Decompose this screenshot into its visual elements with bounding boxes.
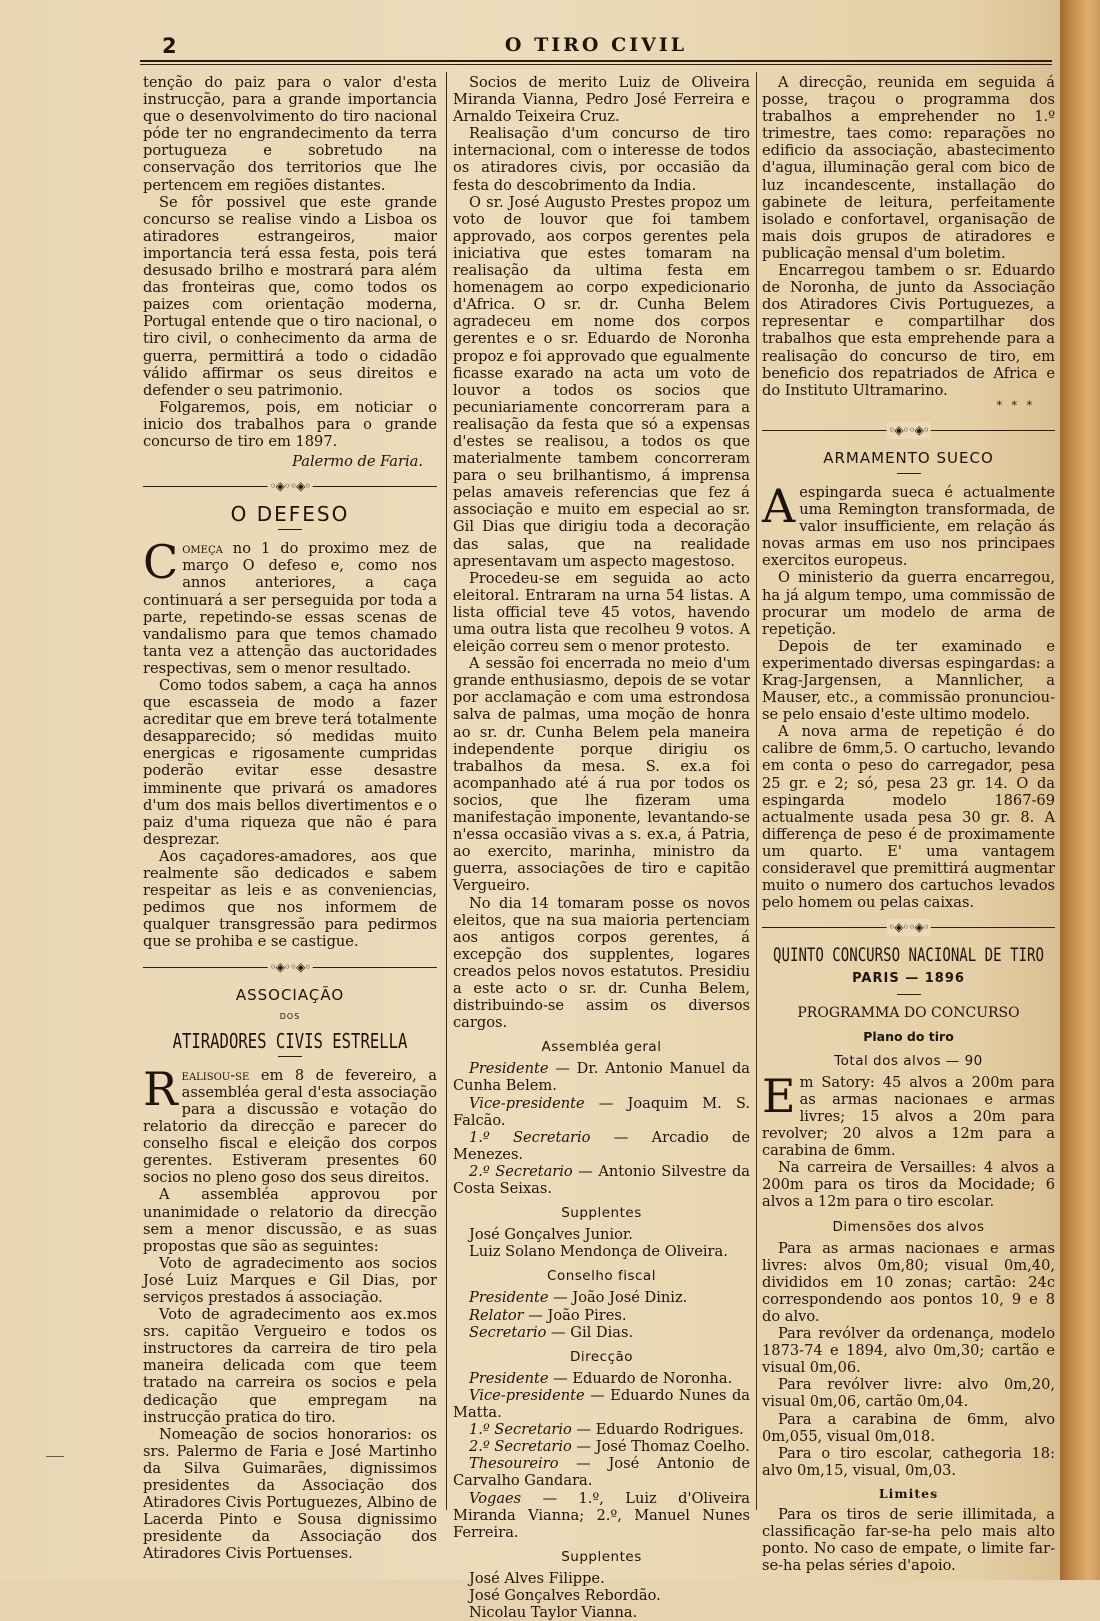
article-paragraph: A sessão foi encerrada no meio d'um grande enthusiasmo, depois de se votar por acclamação e com uma estrondosa salva de palmas, uma moção de honra ao sr. dr. Cunha Belem pela maneira independente porque dirigiu os trabalhos da mesa. S. ex.a foi acompanhado até á rua por todos os socios, que lhe fizeram uma manifestação imponente, levantando-se n'essa occasião vivas a s. ex.a, á Patria, ao exercito, marinha, ministro da guerra, associações de tiro e capitão Vergueiro.	[453, 655, 750, 895]
paragraph-text: espingarda sueca é actualmente uma Remington transformada, de valor insufficiente, em relação ás novas armas em uso nos principaes exercitos europeus.	[762, 483, 1055, 570]
article-paragraph: No dia 14 tomaram posse os novos eleitos, que na sua maioria pertenciam aos antigos corpos gerentes, á excepção dos supplentes, logares creados pelos novos estatutos. Presidiu a este acto o sr. dr. Cunha Belem, distribuindo-se assim os diversos cargos.	[453, 894, 750, 1032]
section-title-atiradores: ATIRADORES CIVIS ESTRELLA	[172, 1028, 408, 1053]
list-heading-conselho: Conselho fiscal	[547, 1268, 656, 1285]
list-heading-supplentes: Supplentes	[561, 1205, 642, 1222]
column-divider-1	[446, 72, 447, 1510]
article-paragraph: Para a carabina de 6mm, alvo 0m,055, visual 0m,018.	[762, 1410, 1055, 1445]
article-paragraph: Para o tiro escolar, cathegoria 18: alvo 0m,15, visual, 0m,03.	[762, 1444, 1055, 1479]
header-rule-thin	[140, 64, 1052, 65]
list-item: Vice-presidente — Eduardo Nunes da Matta.	[453, 1386, 750, 1422]
column-2	[453, 74, 750, 1621]
article-paragraph: Depois de ter examinado e experimentado diversas espingardas: a Krag-Jargensen, a Mannlicher, a Mauser, etc., a commissão pronunciou-se pelo ensaio d'este ultimo modelo.	[762, 637, 1055, 724]
masthead-title: O TIRO CIVIL	[504, 34, 688, 56]
article-paragraph: O sr. José Augusto Prestes propoz um voto de louvor que foi tambem approvado, aos corpos gerentes pela iniciativa que estes tomaram na realisação da ultima festa em homenagem ao corpo expedicionario d'Africa. O sr. dr. Cunha Belem agradeceu em nome dos corpos gerentes e o sr. Eduardo de Noronha propoz e foi approvado que egualmente ficasse exarado na acta um voto de louvor a todos os socios que pecuniariamente concorreram para a realisação da festa que só a expensas d'estes se realisou, a todos os que materialmente tambem concorreram para o seu brilhantismo, á imprensa pelas amaveis referencias que fez á associação e muito em especial ao sr. Gil Dias que dirigiu toda a decoração das salas, que na realidade apresentavam um aspecto magestoso.	[453, 193, 750, 570]
article-paragraph: Socios de merito Luiz de Oliveira Miranda Vianna, Pedro José Ferreira e Arnaldo Teixeira Cruz.	[453, 74, 750, 126]
article-paragraph: Voto de agradecimento aos socios José Luiz Marques e Gil Dias, por serviços prestados á associação.	[143, 1254, 437, 1306]
list-item: Relator — João Pires.	[469, 1306, 627, 1324]
title-dash	[278, 529, 302, 530]
list-item: José Alves Filippe.	[469, 1569, 605, 1587]
list-heading-supplentes-2: Supplentes	[561, 1548, 642, 1565]
column-divider-2	[756, 72, 757, 1510]
lead-word: ealisou-se	[181, 1066, 250, 1084]
article-paragraph	[143, 1061, 437, 1187]
article-paragraph	[143, 535, 437, 677]
asterism: * * *	[996, 398, 1035, 412]
article-paragraph: Como todos sabem, a caça ha annos que escasseia de modo a fazer acreditar que em breve terá totalmente desapparecido; só medidas muito energicas e rigosamente cumpridas poderão evitar esse desastre imminente que privará os amadores d'um dos mais bellos divertimentos e o paiz d'uma riqueza que não é para desprezar.	[143, 677, 437, 848]
ornamental-divider: ◦◈◦◦◈◦	[143, 476, 437, 498]
list-item: Thesoureiro — José Antonio de Carvalho Gandara.	[453, 1455, 750, 1490]
limites-heading: Limites	[878, 1485, 939, 1501]
section-title-quinto-concurso: QUINTO CONCURSO NACIONAL DE TIRO	[773, 944, 1044, 967]
list-item: José Gonçalves Rebordão.	[469, 1586, 661, 1604]
section-title-armamento: ARMAMENTO SUECO	[823, 448, 994, 467]
column-3	[762, 74, 1055, 1574]
article-paragraph: Procedeu-se em seguida ao acto eleitoral. Entraram na urna 54 listas. A lista official teve 45 votos, havendo uma outra lista que recolheu 9 votos. A eleição correu sem o menor protesto.	[453, 569, 750, 656]
article-paragraph: A nova arma de repetição é do calibre de 6mm,5. O cartucho, levando em conta o peso do carregador, pesa 25 gr. e 2; só, pesa 23 gr. 14. O da espingarda modelo 1867-69 actualmente usada pesa 30 gr. 8. A differença de peso é de proximamente um quarto. E' uma vantagem consideravel que premittirá augmentar muito o numero dos cartuchos levados pelo homem ou pelas caixas.	[762, 723, 1055, 912]
article-paragraph: Para revólver livre: alvo 0m,20, visual 0m,06, cartão 0m,04.	[762, 1376, 1055, 1411]
section-title-defeso: O DEFESO	[230, 502, 350, 527]
article-paragraph: Na carreira de Versailles: 4 alvos a 200m para os tiros da Mocidade; 6 alvos a 12m para o tiro escolar.	[762, 1159, 1055, 1211]
article-paragraph: O ministerio da guerra encarregou, ha já algum tempo, uma commissão de procurar um modelo de arma de repetição.	[762, 569, 1055, 638]
title-dash	[897, 994, 921, 995]
article-paragraph: Encarregou tambem o sr. Eduardo de Noronha, de junto da Associação dos Atiradores Civis Portuguezes, a representar e compartilhar dos trabalhos que esta emprehende para a realisação do concurso de tiro, em beneficio dos repatriados de Africa e do Instituto Ultramarino.	[762, 262, 1055, 399]
list-item: 2.º Secretario — Antonio Silvestre da Costa Seixas.	[453, 1162, 750, 1197]
list-item: Presidente — João José Diniz.	[469, 1289, 688, 1307]
section-title-associacao: ASSOCIAÇÃO	[235, 985, 345, 1004]
margin-mark	[46, 1456, 64, 1457]
article-paragraph: Para as armas nacionaes e armas livres: alvos 0m,80; visual 0m,40, divididos em 10 zonas; cartão: 24c correspondendo aos pontos 10, 9 e 8 do alvo.	[762, 1239, 1055, 1325]
list-item: Luiz Solano Mendonça de Oliveira.	[469, 1243, 728, 1261]
article-paragraph: Folgaremos, pois, em noticiar o inicio dos trabalhos para o grande concurso de tiro em 1897.	[143, 398, 437, 450]
plano-heading: Plano do tiro	[863, 1028, 954, 1044]
list-item: Presidente — Dr. Antonio Manuel da Cunha Belem.	[453, 1060, 750, 1095]
author-signature: Palermo de Faria.	[292, 453, 423, 471]
column-1	[143, 74, 437, 1563]
article-paragraph	[762, 1068, 1055, 1160]
article-paragraph: A direcção, reunida em seguida á posse, traçou o programma dos trabalhos a emprehender no 1.º trimestre, taes como: reparações no edificio da associação, abastecimento d'agua, illuminação geral com bico de luz incandescente, installação do gabinete de leitura, perfeitamente isolado e confortavel, organisação de mais dois grupos de atiradores e publicação mensal d'um boletim.	[762, 74, 1055, 262]
article-paragraph: A assembléa approvou por unanimidade o relatorio da direcção sem a menor discussão, e as suas propostas que são as seguintes:	[143, 1186, 437, 1255]
total-alvos-heading: Total dos alvos — 90	[834, 1052, 983, 1069]
article-paragraph: Se fôr possivel que este grande concurso se realise vindo a Lisboa os atiradores estrangeiros, maior importancia terá essa festa, pois terá desusado brilho e mostrará para além das fronteiras que, como todos os paizes com orientação moderna, Portugal entende que o tiro nacional, o tiro civil, o conhecimento da arma de guerra, permittirá a todo o cidadão válido affirmar os seus direitos e defender o seu patrimonio.	[143, 193, 437, 399]
article-paragraph: Para revólver da ordenança, modelo 1873-74 e 1894, alvo 0m,30; cartão e visual 0m,06.	[762, 1325, 1055, 1377]
programme-heading: PROGRAMMA DO CONCURSO	[797, 1004, 1020, 1021]
article-paragraph: Nomeação de socios honorarios: os srs. Palermo de Faria e José Martinho da Silva Guimarães, dignissimos presidentes da Associação dos Atiradores Civis Portuguezes, Albino de Lacerda Pinto e Sousa dignissimo presidente da Associação dos Atiradores Civis Portuenses.	[143, 1425, 437, 1563]
section-subtitle-dos: DOS	[279, 1011, 301, 1021]
dimensoes-heading: Dimensões dos alvos	[832, 1218, 985, 1235]
header-rule	[140, 60, 1052, 62]
title-dash	[897, 473, 921, 474]
ornamental-divider: ◦◈◦◦◈◦	[143, 957, 437, 979]
paragraph-text: em 8 de fevereiro, a assembléa geral d'esta associação para a discussão e votação do relatorio da direcção e parecer do conselho fiscal e eleição dos corpos gerentes. Estiveram presentes 60 socios no pleno goso dos seus direitos.	[143, 1066, 437, 1187]
article-paragraph: Aos caçadores-amadores, aos que realmente são dedicados e sabem respeitar as leis e as conveniencias, pedimos que nos informem de qualquer transgressão para pedirmos que se prohiba e se castigue.	[143, 847, 437, 951]
article-paragraph: Realisação d'um concurso de tiro internacional, com o interesse de todos os atiradores civis, por occasião da festa do descobrimento da India.	[453, 125, 750, 194]
drop-cap: A	[762, 478, 796, 533]
list-item: 1.º Secretario — Arcadio de Menezes.	[453, 1128, 750, 1163]
list-item: Vice-presidente — Joaquim M. S. Falcão.	[453, 1094, 750, 1129]
page-header	[140, 32, 1052, 62]
title-dash	[278, 1056, 302, 1057]
article-paragraph	[762, 478, 1055, 570]
paragraph-text: m Satory: 45 alvos a 200m para as armas nacionaes e armas livres; 15 alvos a 20m para revolver; 20 alvos a 12m para a carabina de 6mm.	[762, 1073, 1055, 1160]
drop-cap: C	[143, 535, 179, 590]
list-item: 2.º Secretario — José Thomaz Coelho.	[469, 1438, 750, 1456]
article-paragraph: tenção do paiz para o valor d'esta instrucção, para a grande importancia que o desenvolvimento do tiro nacional póde ter no engrandecimento da terra portugueza e sobretudo na conservação dos territorios que lhe pertencem em regiões distantes.	[143, 74, 437, 194]
list-item: Vogaes — 1.º, Luiz d'Oliveira Miranda Vianna; 2.º, Manuel Nunes Ferreira.	[453, 1489, 750, 1541]
list-item: Nicolau Taylor Vianna.	[469, 1604, 638, 1621]
list-heading-assembleia: Assembléa geral	[541, 1039, 662, 1056]
list-item: Presidente — Eduardo de Noronha.	[469, 1369, 733, 1387]
ornamental-divider: ◦◈◦◦◈◦	[762, 420, 1055, 442]
page-number: 2	[162, 34, 178, 58]
article-paragraph: Voto de agradecimento aos ex.mos srs. capitão Vergueiro e todos os instructores da carreira de tiro pela maneira delicada com que teem tratado na carreira os socios e pela dedicação que empregam na instrucção pratica do tiro.	[143, 1306, 437, 1426]
article-paragraph: Para os tiros de serie illimitada, a classificação far-se-ha pelo mais alto ponto. No caso de empate, o limite far-se-ha pelas séries d'apoio.	[762, 1506, 1055, 1575]
list-heading-direccao: Direcção	[569, 1348, 634, 1365]
ornamental-divider: ◦◈◦◦◈◦	[762, 917, 1055, 939]
paragraph-text: no 1 do proximo mez de março O defeso e, como nos annos anteriores, a caça continuará a ser perseguida por toda a parte, repetindo-se essas scenas de vandalismo para que temos chamado tanta vez a attenção das auctoridades respectivas, sem o menor resultado.	[143, 540, 437, 677]
binding-edge	[1060, 0, 1100, 1580]
drop-cap: R	[143, 1061, 178, 1116]
drop-cap: E	[762, 1068, 796, 1123]
list-item: 1.º Secretario — Eduardo Rodrigues.	[469, 1421, 744, 1439]
lead-word: omeça	[182, 540, 223, 558]
concurso-place: PARIS — 1896	[852, 971, 965, 987]
list-item: José Gonçalves Junior.	[469, 1226, 633, 1244]
list-item: Secretario — Gil Dias.	[469, 1323, 634, 1341]
